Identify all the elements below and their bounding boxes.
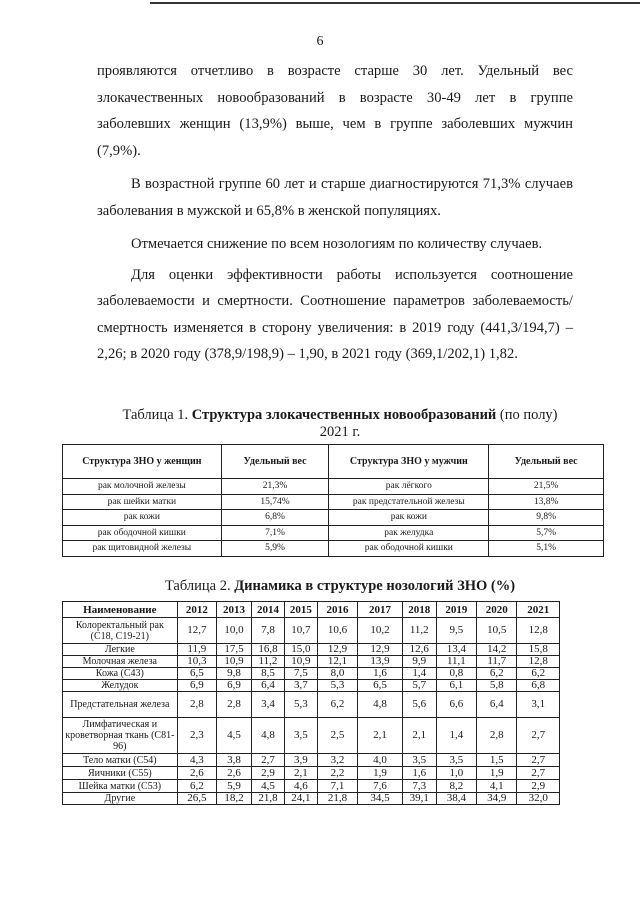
table-cell: 1,4 — [402, 668, 436, 680]
table-cell: 5,1% — [489, 541, 604, 557]
table-cell: 7,6 — [358, 780, 403, 793]
table-cell: 21,5% — [489, 479, 604, 495]
table-cell: 3,7 — [284, 680, 317, 692]
table-cell: 2,5 — [317, 718, 357, 754]
table-cell: 6,2 — [477, 668, 517, 680]
table-cell: 5,7 — [402, 680, 436, 692]
table-cell: 1,9 — [477, 767, 517, 780]
table-cell: 10,9 — [284, 656, 317, 668]
table-cell: 12,8 — [517, 656, 560, 668]
table-cell: 7,3 — [402, 780, 436, 793]
table-cell: 10,6 — [317, 618, 357, 644]
table-cell: 6,6 — [436, 692, 476, 718]
row-label: Колоректальный рак (C18, C19-21) — [63, 618, 178, 644]
table-cell: 15,0 — [284, 644, 317, 656]
table-cell: 2,2 — [317, 767, 357, 780]
table-row — [63, 510, 604, 526]
table-cell: 12,6 — [402, 644, 436, 656]
table-cell: рак ободочной кишки — [329, 541, 489, 557]
table-cell: 4,0 — [358, 754, 403, 767]
table-cell: 4,6 — [284, 780, 317, 793]
row-label: Шейка матки (C53) — [63, 780, 178, 793]
table-cell: 34,5 — [358, 793, 403, 805]
table1-header: Удельный вес — [221, 445, 329, 479]
paragraph-1: проявляются отчетливо в возрасте старше 30 лет. Удельный вес злокачественных новообразований в возрасте 30-49 лет в группе заболевших женщин (13,9%) выше, чем в группе заболевших мужчин (7,9%). — [97, 63, 573, 159]
table-cell: 21,8 — [252, 793, 285, 805]
table-cell: 13,4 — [436, 644, 476, 656]
table-cell: 2,7 — [252, 754, 285, 767]
row-label: Тело матки (C54) — [63, 754, 178, 767]
table-row — [63, 656, 560, 668]
page-number: 6 — [316, 34, 324, 49]
row-label: Кожа (C43) — [63, 668, 178, 680]
table-cell: 38,4 — [436, 793, 476, 805]
table-cell: 1,6 — [358, 668, 403, 680]
table2-header: 2021 — [517, 602, 560, 618]
table-cell: 39,1 — [402, 793, 436, 805]
table-cell: 3,5 — [436, 754, 476, 767]
table-cell: 17,5 — [216, 644, 251, 656]
table-cell: 5,3 — [284, 692, 317, 718]
table-row — [63, 754, 560, 767]
table-cell: 6,2 — [177, 780, 216, 793]
table-cell: 6,5 — [358, 680, 403, 692]
row-label: Предстательная железа — [63, 692, 178, 718]
table-cell: рак молочной железы — [63, 479, 222, 495]
table-cell: 1,5 — [477, 754, 517, 767]
table-cell: 11,9 — [177, 644, 216, 656]
table-cell: 2,8 — [216, 692, 251, 718]
table-cell: 2,7 — [517, 718, 560, 754]
table-cell: 3,2 — [317, 754, 357, 767]
table-row — [63, 618, 560, 644]
table-cell: 6,8% — [221, 510, 329, 526]
table-cell: 11,2 — [402, 618, 436, 644]
table-cell: 2,7 — [517, 767, 560, 780]
table1-caption-title: Структура злокачественных новообразований — [191, 407, 497, 423]
table-cell: 1,4 — [436, 718, 476, 754]
row-label: Молочная железа — [63, 656, 178, 668]
table-cell: 7,1% — [221, 525, 329, 541]
table-cell: 1,6 — [402, 767, 436, 780]
table-cell: рак кожи — [63, 510, 222, 526]
row-label: Лимфатическая и кроветворная ткань (C81-96) — [63, 718, 178, 754]
table-cell: 5,8 — [477, 680, 517, 692]
table1 — [62, 444, 604, 557]
top-rule — [150, 2, 640, 4]
table-cell: 4,5 — [216, 718, 251, 754]
row-label: Яичники (C55) — [63, 767, 178, 780]
table-cell: 4,5 — [252, 780, 285, 793]
table-cell: 9,8% — [489, 510, 604, 526]
table-cell: 3,8 — [216, 754, 251, 767]
table-cell: 5,7% — [489, 525, 604, 541]
table-cell: 3,4 — [252, 692, 285, 718]
table-cell: 2,7 — [517, 754, 560, 767]
row-label: Легкие — [63, 644, 178, 656]
table-cell: 6,8 — [517, 680, 560, 692]
table2 — [62, 601, 560, 805]
table-cell: 2,1 — [284, 767, 317, 780]
table-cell: 12,9 — [317, 644, 357, 656]
table-cell: рак шейки матки — [63, 494, 222, 510]
table-cell: 4,8 — [358, 692, 403, 718]
table-cell: 34,9 — [477, 793, 517, 805]
table-cell: рак предстательной железы — [329, 494, 489, 510]
table-cell: 6,2 — [317, 692, 357, 718]
table-cell: 9,8 — [216, 668, 251, 680]
table-cell: 12,8 — [517, 618, 560, 644]
table-cell: 11,1 — [436, 656, 476, 668]
table-row — [63, 718, 560, 754]
table-cell: 4,1 — [477, 780, 517, 793]
table-cell: 21,3% — [221, 479, 329, 495]
table-cell: 2,1 — [402, 718, 436, 754]
table-cell: 3,5 — [402, 754, 436, 767]
table-cell: 5,3 — [317, 680, 357, 692]
table1-caption-year: 2021 г. — [319, 424, 361, 440]
table2-caption-title: Динамика в структуре нозологий ЗНО (%) — [234, 578, 516, 594]
table1-header: Структура ЗНО у мужчин — [329, 445, 489, 479]
table1-header: Структура ЗНО у женщин — [63, 445, 222, 479]
table-row — [63, 541, 604, 557]
table1-caption-suffix: (по полу) — [496, 407, 558, 423]
table-cell: 2,9 — [517, 780, 560, 793]
row-label: Другие — [63, 793, 178, 805]
table2-header: 2013 — [216, 602, 251, 618]
table-cell: 2,8 — [177, 692, 216, 718]
table-row — [63, 644, 560, 656]
table-cell: 16,8 — [252, 644, 285, 656]
table-cell: рак кожи — [329, 510, 489, 526]
table-cell: 4,8 — [252, 718, 285, 754]
table-cell: 12,7 — [177, 618, 216, 644]
table-row — [63, 680, 560, 692]
table-row — [63, 494, 604, 510]
table-cell: 3,1 — [517, 692, 560, 718]
table-row — [63, 692, 560, 718]
table-cell: 10,7 — [284, 618, 317, 644]
table-cell: 3,9 — [284, 754, 317, 767]
paragraph-2: В возрастной группе 60 лет и старше диагностируются 71,3% случаев заболевания в мужской и 65,8% в женской популяциях. — [97, 176, 573, 219]
table-row — [63, 780, 560, 793]
table-cell: 13,8% — [489, 494, 604, 510]
table-cell: 8,2 — [436, 780, 476, 793]
table-row — [63, 479, 604, 495]
table-cell: 6,4 — [477, 692, 517, 718]
table-cell: 0,8 — [436, 668, 476, 680]
table-cell: рак лёгкого — [329, 479, 489, 495]
table-cell: 2,6 — [177, 767, 216, 780]
table1-header: Удельный вес — [489, 445, 604, 479]
table-cell: 8,0 — [317, 668, 357, 680]
table-cell: рак щитовидной железы — [63, 541, 222, 557]
table-row — [63, 767, 560, 780]
row-label: Желудок — [63, 680, 178, 692]
table-cell: 1,0 — [436, 767, 476, 780]
table-cell: 10,3 — [177, 656, 216, 668]
table-cell: 14,2 — [477, 644, 517, 656]
paragraph-4: Для оценки эффективности работы используется соотношение заболеваемости и смертности. Соотношение параметров заболеваемость/смертность изменяется в сторону увеличения: в 2019 году (441,3/194,7) – 2,26; в 2020 году (378,9/198,9) – 1,90, в 2021 году (369,1/202,1) 1,82. — [97, 266, 573, 362]
table-row — [63, 668, 560, 680]
table-cell: 1,9 — [358, 767, 403, 780]
table-cell: 5,9 — [216, 780, 251, 793]
table2-header: Наименование — [63, 602, 178, 618]
table2-caption-prefix: Таблица 2. — [164, 578, 235, 594]
table-row — [63, 525, 604, 541]
table-cell: 15,74% — [221, 494, 329, 510]
table1-caption — [60, 407, 620, 441]
table2-header: 2016 — [317, 602, 357, 618]
table-cell: рак желудка — [329, 525, 489, 541]
table2-header: 2014 — [252, 602, 285, 618]
table-cell: 9,9 — [402, 656, 436, 668]
table-cell: 26,5 — [177, 793, 216, 805]
table-cell: 13,9 — [358, 656, 403, 668]
table-cell: 2,6 — [216, 767, 251, 780]
table-cell: 5,9% — [221, 541, 329, 557]
table2-header: 2015 — [284, 602, 317, 618]
table2-caption — [60, 578, 620, 595]
table-cell: 6,1 — [436, 680, 476, 692]
table-cell: 12,9 — [358, 644, 403, 656]
table2-header: 2012 — [177, 602, 216, 618]
table1-caption-prefix: Таблица 1. — [122, 407, 192, 423]
table2-header-row — [63, 602, 560, 618]
table-cell: 2,3 — [177, 718, 216, 754]
table-cell: 2,9 — [252, 767, 285, 780]
table-cell: 7,5 — [284, 668, 317, 680]
table-cell: 5,6 — [402, 692, 436, 718]
table-cell: 21,8 — [317, 793, 357, 805]
table-cell: 11,2 — [252, 656, 285, 668]
paragraph-3: Отмечается снижение по всем нозологиям по количеству случаев. — [131, 236, 543, 252]
table-cell: 10,5 — [477, 618, 517, 644]
table2-header: 2020 — [477, 602, 517, 618]
table2-header: 2019 — [436, 602, 476, 618]
table-cell: 10,2 — [358, 618, 403, 644]
table-cell: 12,1 — [317, 656, 357, 668]
table-cell: 4,3 — [177, 754, 216, 767]
table-cell: 15,8 — [517, 644, 560, 656]
table-cell: 32,0 — [517, 793, 560, 805]
table2-header: 2018 — [402, 602, 436, 618]
table-cell: 18,2 — [216, 793, 251, 805]
table-cell: 6,2 — [517, 668, 560, 680]
table-cell: 2,1 — [358, 718, 403, 754]
table-cell: 10,0 — [216, 618, 251, 644]
table-cell: 10,9 — [216, 656, 251, 668]
table-cell: 6,4 — [252, 680, 285, 692]
table-cell: 7,1 — [317, 780, 357, 793]
table-cell: рак ободочной кишки — [63, 525, 222, 541]
table-cell: 8,5 — [252, 668, 285, 680]
table-cell: 7,8 — [252, 618, 285, 644]
table-cell: 6,9 — [216, 680, 251, 692]
table-cell: 9,5 — [436, 618, 476, 644]
table-cell: 6,5 — [177, 668, 216, 680]
table1-header-row — [63, 445, 604, 479]
body-text — [97, 58, 573, 368]
table-cell: 6,9 — [177, 680, 216, 692]
table-cell: 24,1 — [284, 793, 317, 805]
table2-header: 2017 — [358, 602, 403, 618]
table-cell: 2,8 — [477, 718, 517, 754]
table-cell: 3,5 — [284, 718, 317, 754]
table-row — [63, 793, 560, 805]
table-cell: 11,7 — [477, 656, 517, 668]
